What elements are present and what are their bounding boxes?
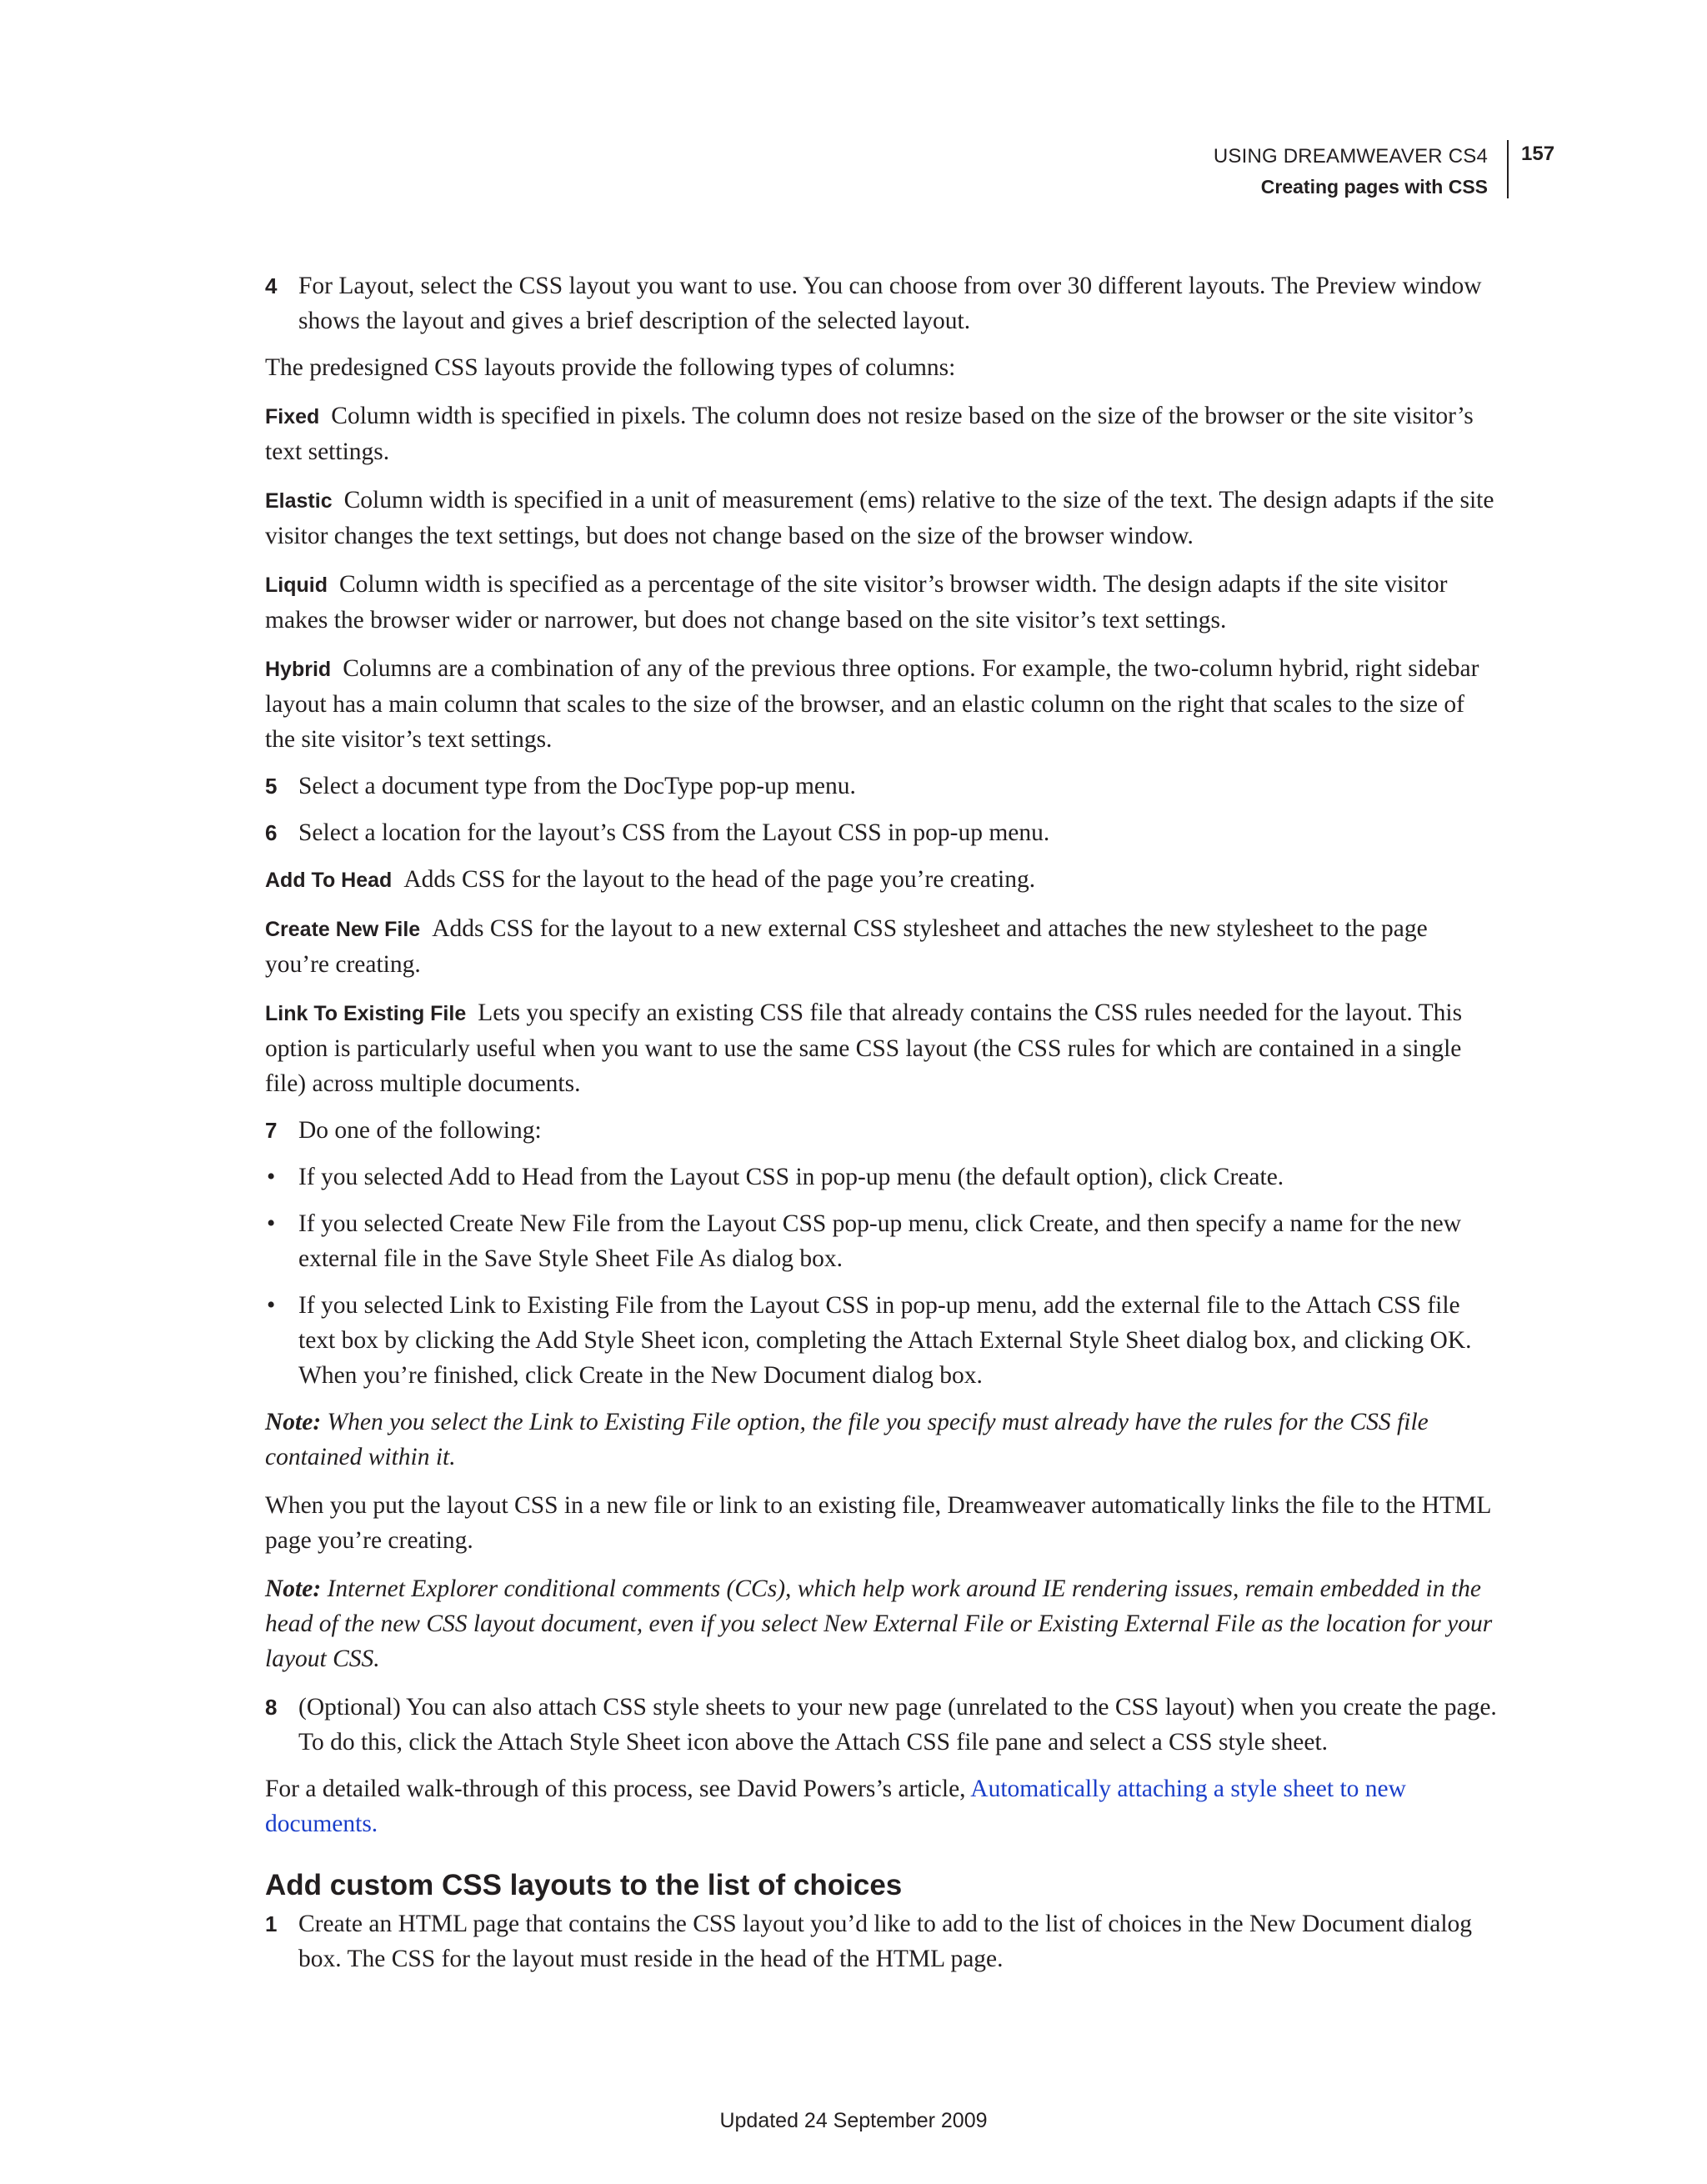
step-text: Do one of the following: xyxy=(298,1117,542,1144)
bullet-marker: • xyxy=(267,1292,276,1319)
option-description: Adds CSS for the layout to the head of the page you’re creating. xyxy=(403,866,1036,893)
note-label: Note: xyxy=(265,1575,322,1602)
walkthrough-text: For a detailed walk-through of this process, see David Powers’s article, xyxy=(265,1776,966,1802)
term-label: Liquid xyxy=(265,574,328,597)
paragraph-auto-link: When you put the layout CSS in a new file or link to an existing file, Dreamweaver automatically links the file to the HTML page you’re creating. xyxy=(265,1492,1491,1554)
option-description: Lets you specify an existing CSS file that already contains the CSS rules needed for the layout. This option is particularly useful when you want to use the same CSS layout (the CSS rules for which are contained in a single file) across multiple documents. xyxy=(265,999,1463,1097)
step-5 xyxy=(265,769,1497,804)
bullet-marker: • xyxy=(267,1210,276,1237)
bullet-item xyxy=(265,1206,1497,1276)
step-text: Create an HTML page that contains the CSS layout you’d like to add to the list of choices in the New Document dialog box. The CSS for the layout must reside in the head of the HTML page. xyxy=(298,1911,1473,1972)
step-text: (Optional) You can also attach CSS style sheets to your new page (unrelated to the CSS layout) when you create the page. To do this, click the Attach Style Sheet icon above the Attach CSS file pane and select a CSS style sheet. xyxy=(298,1694,1497,1756)
step-6 xyxy=(265,815,1497,850)
term-label: Hybrid xyxy=(265,658,332,681)
term-description: Column width is specified as a percentage of the site visitor’s browser width. The design adapts if the site visitor makes the browser wider or narrower, but does not change based on the site visitor’s text settings. xyxy=(265,571,1448,634)
columns-intro: The predesigned CSS layouts provide the following types of columns: xyxy=(265,354,956,381)
option-create-new-file xyxy=(265,911,1497,982)
header-divider xyxy=(1507,140,1509,198)
step-4 xyxy=(265,268,1497,338)
step-8 xyxy=(265,1690,1497,1760)
section-heading: Add custom CSS layouts to the list of choices xyxy=(265,1869,903,1901)
term-description: Column width is specified in pixels. The column does not resize based on the size of the browser or the site visitor’s text settings. xyxy=(265,403,1474,465)
bullet-item xyxy=(265,1160,1497,1195)
bullet-text: If you selected Create New File from the Layout CSS pop-up menu, click Create, and then specify a name for the new external file in the Save Style Sheet File As dialog box. xyxy=(298,1210,1462,1272)
option-add-to-head xyxy=(265,862,1497,898)
page-number: 157 xyxy=(1521,143,1555,165)
bullet-marker: • xyxy=(267,1164,276,1190)
term-label: Fixed xyxy=(265,405,320,428)
step-text: For Layout, select the CSS layout you want to use. You can choose from over 30 different layouts. The Preview window shows the layout and gives a brief description of the selected layout. xyxy=(298,273,1482,334)
article-link[interactable]: Automatically attaching a style sheet to new documents. xyxy=(265,1776,1406,1837)
note-text: When you select the Link to Existing File option, the file you specify must already have the rules for the CSS file contained within it. xyxy=(265,1409,1429,1470)
step-1 xyxy=(265,1906,1497,1976)
option-label: Create New File xyxy=(265,918,421,941)
term-fixed xyxy=(265,398,1497,469)
step-number: 6 xyxy=(265,820,278,845)
note-label: Note: xyxy=(265,1409,322,1435)
bullet-text: If you selected Link to Existing File from the Layout CSS in pop-up menu, add the external file to the Attach CSS file text box by clicking the Add Style Sheet icon, completing the Attach External Style Sheet dialog box, and clicking OK. When you’re finished, click Create in the New Document dialog box. xyxy=(298,1292,1472,1389)
step-text: Select a location for the layout’s CSS from the Layout CSS in pop-up menu. xyxy=(298,819,1050,846)
option-label: Add To Head xyxy=(265,869,393,892)
step-7 xyxy=(265,1113,1497,1148)
walkthrough-paragraph xyxy=(265,1771,1497,1841)
running-header xyxy=(1214,142,1488,202)
footer-updated: Updated 24 September 2009 xyxy=(719,2109,988,2132)
term-label: Elastic xyxy=(265,489,333,513)
option-link-existing-file xyxy=(265,995,1497,1101)
book-title: USING DREAMWEAVER CS4 xyxy=(1213,145,1488,168)
option-label: Link To Existing File xyxy=(265,1002,467,1025)
bullet-text: If you selected Add to Head from the Layout CSS in pop-up menu (the default option), click Create. xyxy=(298,1164,1284,1190)
term-hybrid xyxy=(265,651,1497,757)
bullet-item xyxy=(265,1288,1497,1393)
chapter-title: Creating pages with CSS xyxy=(1260,176,1488,198)
step-number: 4 xyxy=(265,273,278,298)
note-text: Internet Explorer conditional comments (CCs), which help work around IE rendering issues, remain embedded in the head of the new CSS layout document, even if you select New External File or Existing External File as the location for your layout CSS. xyxy=(265,1575,1493,1672)
step-number: 1 xyxy=(265,1911,278,1936)
option-description: Adds CSS for the layout to a new external CSS stylesheet and attaches the new stylesheet to the page you’re creating. xyxy=(265,915,1428,978)
term-description: Column width is specified in a unit of measurement (ems) relative to the size of the text. The design adapts if the site visitor changes the text settings, but does not change based on the size of the browser window. xyxy=(265,487,1494,549)
note-conditional-comments xyxy=(265,1571,1497,1676)
step-number: 7 xyxy=(265,1118,278,1143)
term-description: Columns are a combination of any of the previous three options. For example, the two-column hybrid, right sidebar layout has a main column that scales to the size of the browser, and an elastic column on the right that scales to the size of the site visitor’s text settings. xyxy=(265,655,1479,753)
term-elastic xyxy=(265,483,1497,554)
note-link-existing xyxy=(265,1405,1497,1475)
page-body xyxy=(265,268,1497,1976)
term-liquid xyxy=(265,567,1497,638)
step-number: 8 xyxy=(265,1695,278,1720)
step-number: 5 xyxy=(265,774,278,799)
step-text: Select a document type from the DocType pop-up menu. xyxy=(298,773,856,799)
